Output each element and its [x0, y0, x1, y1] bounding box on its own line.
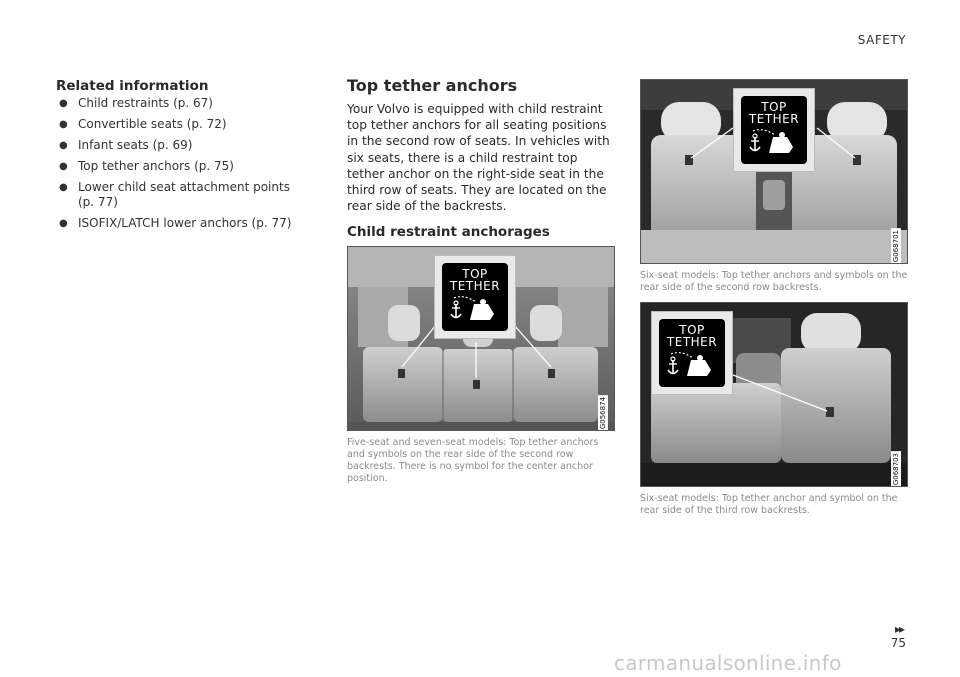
child-seat-anchor-icon [665, 350, 719, 380]
watermark: carmanualsonline.info [614, 651, 842, 675]
related-information [56, 78, 306, 237]
top-tether-symbol: TOP TETHER [434, 255, 516, 339]
child-seat-anchor-icon [747, 127, 801, 157]
related-link-lower-attachment-points[interactable]: ● Lower child seat attachment points (p. 77) [59, 180, 290, 209]
figure-caption: Six-seat models: Top tether anchors and symbols on the rear side of the second row backrests. [640, 270, 908, 293]
figure-column [640, 79, 908, 517]
image-code: G056874 [599, 397, 607, 430]
bullet-icon: ● [59, 119, 68, 130]
related-link-top-tether-anchors[interactable]: ● Top tether anchors (p. 75) [59, 159, 234, 173]
bullet-icon: ● [59, 161, 68, 172]
subheading: Child restraint anchorages [347, 224, 550, 241]
related-link-child-restraints[interactable]: ● Child restraints (p. 67) [59, 96, 213, 110]
top-tether-symbol: TOP TETHER [651, 311, 733, 395]
image-code: G068703 [892, 453, 900, 486]
related-heading: Related information [56, 78, 209, 94]
section-header: SAFETY [857, 33, 906, 47]
figure-five-seven-seat [347, 246, 615, 431]
related-list [56, 96, 306, 231]
intro-paragraph: Your Volvo is equipped with child restraint top tether anchors for all seating positions in the second row of seats. In vehicles with six seats, there is a child restraint top tether anchor on the right-side seat in the third row of seats. They are located on the rear side of the backrests. [347, 102, 610, 214]
bullet-icon: ● [59, 218, 68, 229]
figure-six-seat-third-row [640, 302, 908, 487]
page-title: Top tether anchors [347, 76, 518, 95]
related-link-convertible-seats[interactable]: ● Convertible seats (p. 72) [59, 117, 227, 131]
bullet-icon: ● [59, 98, 68, 109]
figure-caption: Five-seat and seven-seat models: Top tether anchors and symbols on the rear side of the second row backrests. There is no symbol for the center anchor position. [347, 437, 599, 485]
figure-caption: Six-seat models: Top tether anchor and symbol on the rear side of the third row backrests. [640, 493, 898, 516]
child-seat-anchor-icon [448, 294, 502, 324]
related-link-isofix-latch[interactable]: ● ISOFIX/LATCH lower anchors (p. 77) [59, 216, 292, 230]
continue-arrows-icon: ▸▸ [894, 622, 903, 636]
bullet-icon: ● [59, 140, 68, 151]
top-tether-symbol: TOP TETHER [733, 88, 815, 172]
image-code: G068701 [892, 230, 900, 263]
main-column [347, 76, 615, 485]
page-number: 75 [890, 636, 906, 650]
related-link-infant-seats[interactable]: ● Infant seats (p. 69) [59, 138, 193, 152]
bullet-icon: ● [59, 182, 68, 193]
figure-six-seat-second-row [640, 79, 908, 264]
